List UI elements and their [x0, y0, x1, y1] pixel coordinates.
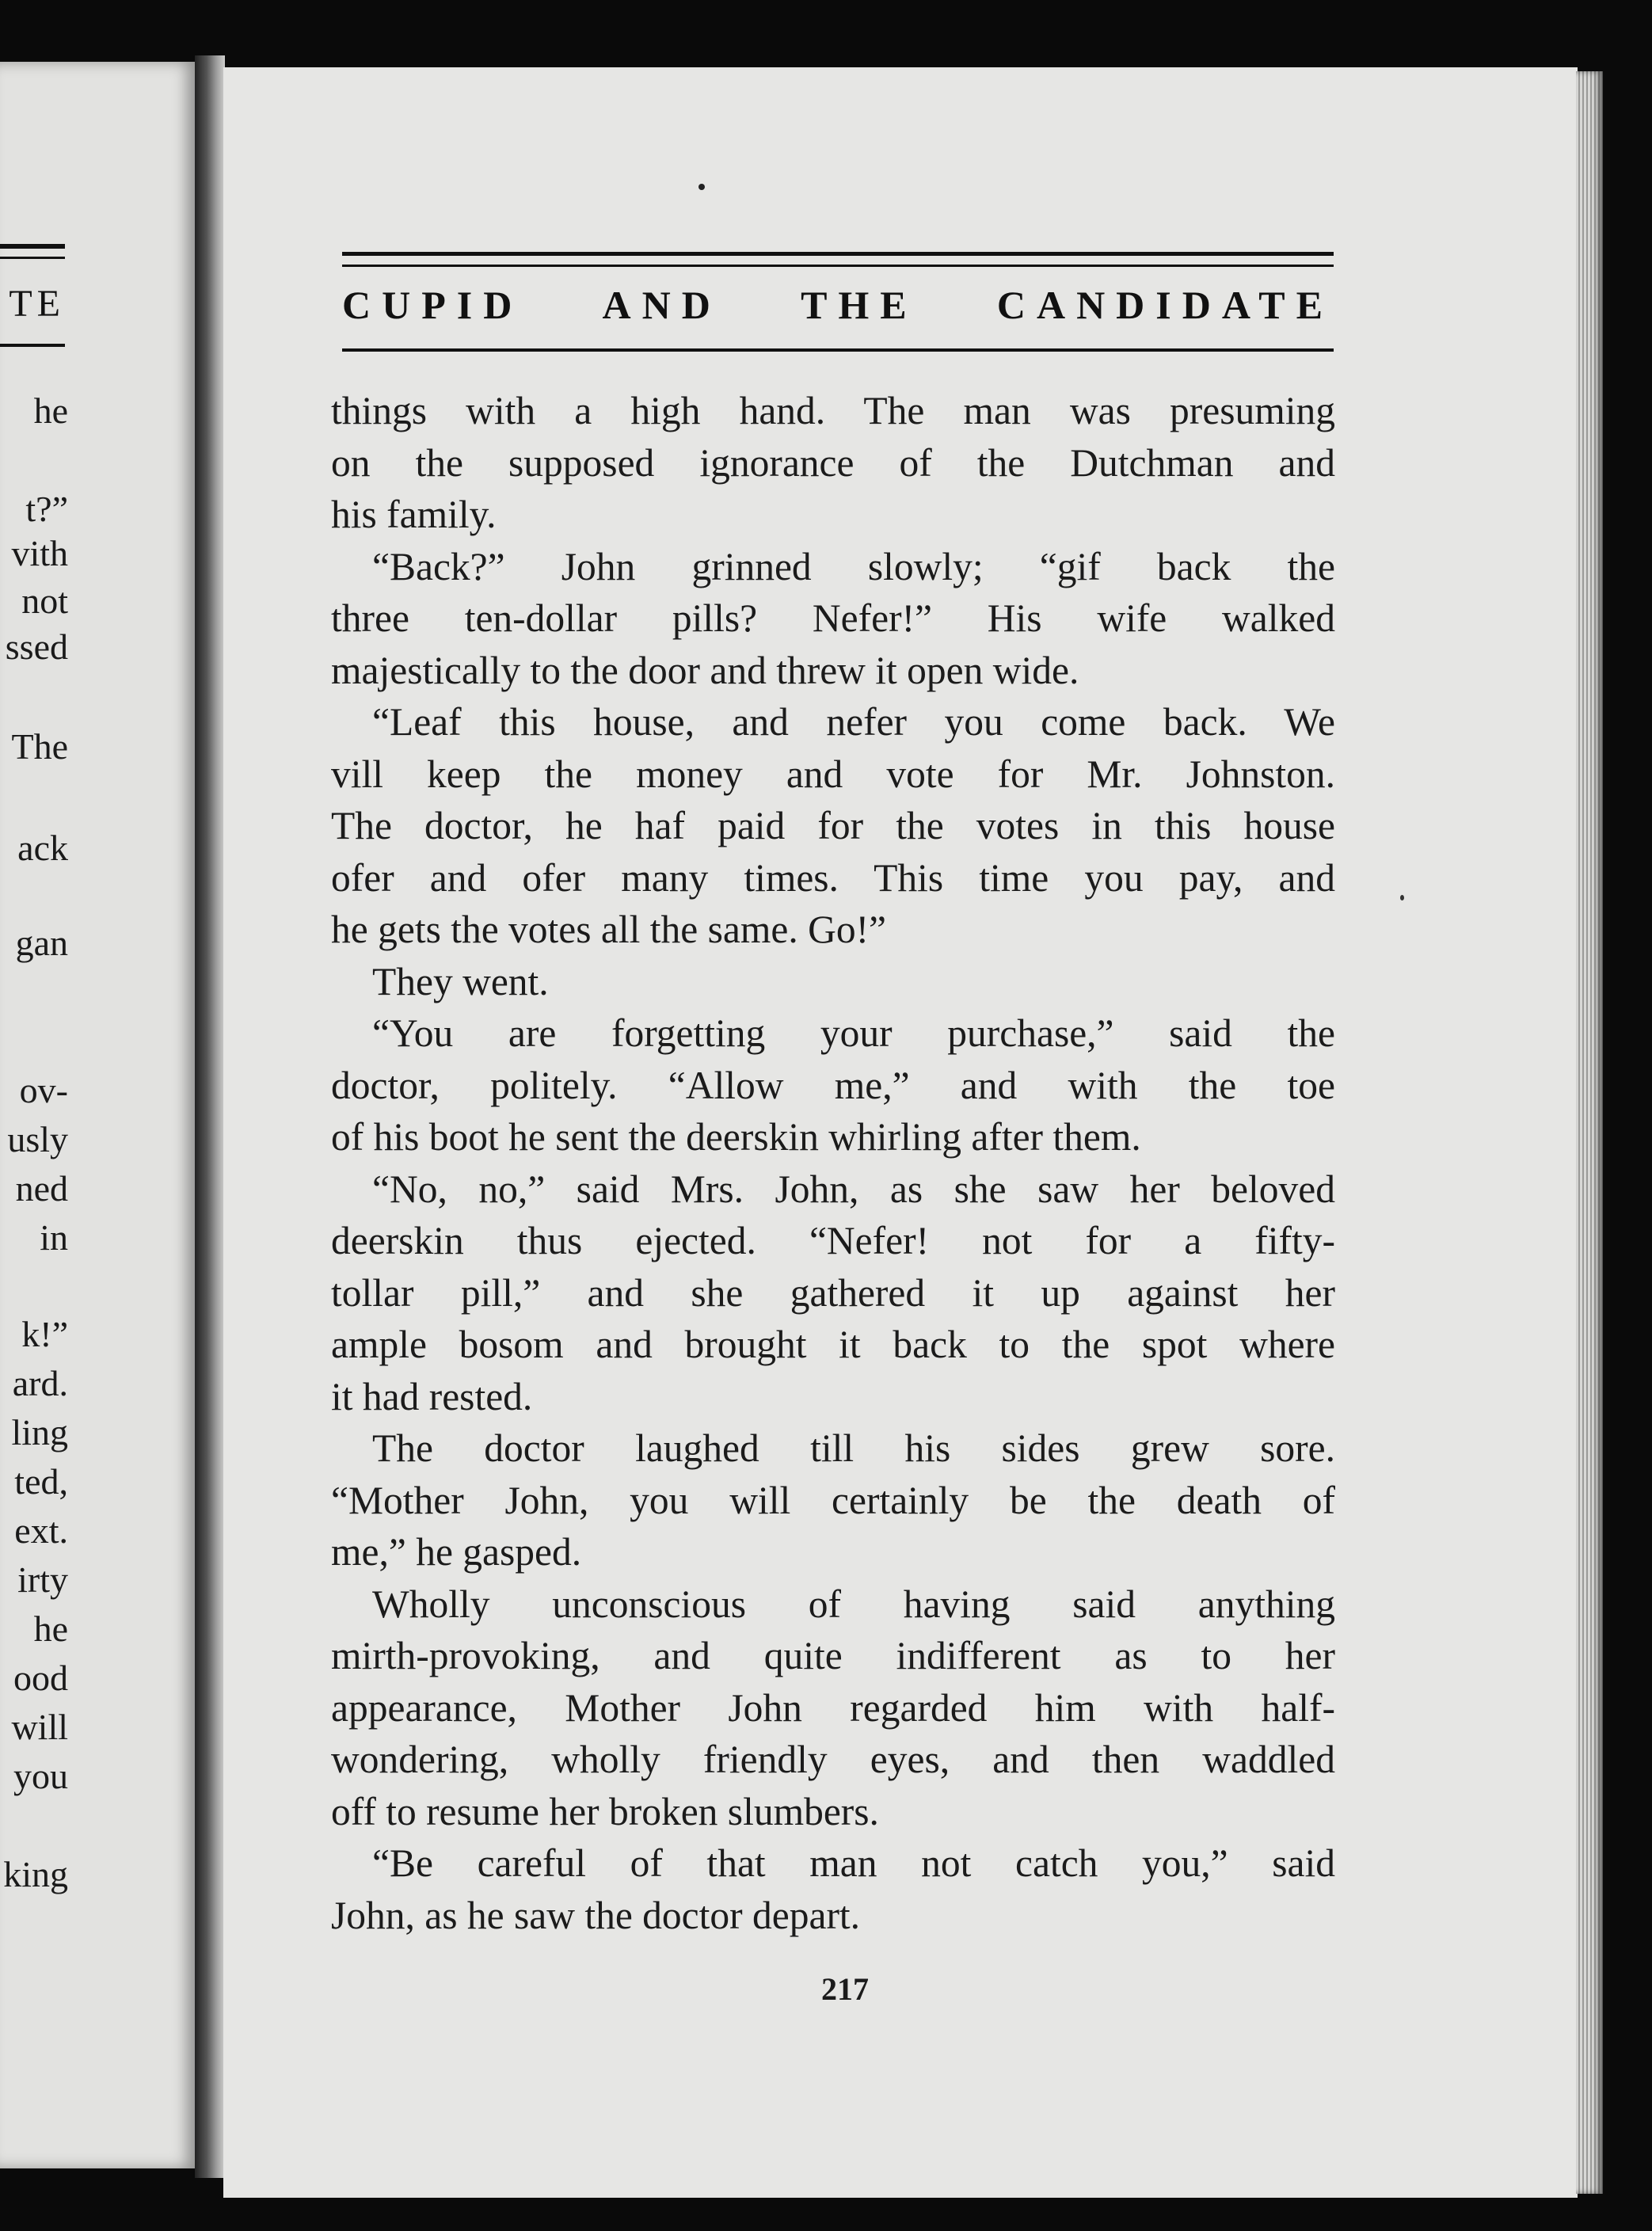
paragraph	[331, 696, 1335, 956]
text-line: The doctor laughed till his sides grew sore.	[372, 1426, 1335, 1470]
facing-page-line: he	[33, 390, 68, 431]
facing-page-line: vith	[11, 533, 68, 573]
facing-page-line: ov-	[19, 1070, 68, 1110]
facing-page-line: ard.	[12, 1363, 68, 1403]
running-head-word: CUPID	[342, 283, 523, 327]
text-line: Wholly unconscious of having said anything	[372, 1582, 1335, 1626]
text-line: John, as he saw the doctor depart.	[331, 1893, 861, 1937]
text-line: doctor, politely. “Allow me,” and with the toe	[331, 1063, 1335, 1107]
facing-page-line: ack	[17, 828, 68, 868]
text-line: it had rested.	[331, 1374, 533, 1418]
text-line: “Back?” John grinned slowly; “gif back the	[372, 544, 1335, 588]
facing-page-line: ext.	[14, 1510, 68, 1551]
facing-page-line: will	[11, 1707, 68, 1747]
facing-page-rule	[0, 244, 65, 249]
text-line: majestically to the door and threw it open wide.	[331, 648, 1079, 692]
facing-page-line: gan	[15, 923, 68, 963]
text-line: deerskin thus ejected. “Nefer! not for a fifty-	[331, 1219, 1335, 1262]
text-line: “Leaf this house, and nefer you come back. We	[372, 700, 1335, 744]
text-line: vill keep the money and vote for Mr. Johnston.	[331, 752, 1335, 796]
text-line: his family.	[331, 493, 497, 536]
text-line: The doctor, he haf paid for the votes in this house	[331, 804, 1335, 847]
page-edges	[1576, 71, 1603, 2194]
text-line: off to resume her broken slumbers.	[331, 1789, 879, 1833]
header-rule-top	[342, 252, 1334, 256]
paragraph	[331, 1837, 1335, 1941]
facing-page-line: ned	[15, 1168, 68, 1209]
text-line: me,” he gasped.	[331, 1530, 582, 1574]
text-line: three ten-dollar pills? Nefer!” His wife walked	[331, 596, 1335, 640]
dust-speck	[1400, 895, 1404, 900]
book-gutter	[195, 55, 225, 2178]
facing-page-line: ood	[13, 1658, 68, 1698]
text-line: ofer and ofer many times. This time you pay, and	[331, 855, 1335, 900]
facing-page-line: irty	[17, 1559, 68, 1600]
header-rule-top-thin	[342, 265, 1334, 267]
paragraph	[331, 1163, 1335, 1423]
running-head	[342, 282, 1334, 328]
facing-page-line: king	[3, 1854, 68, 1894]
facing-page-line: you	[13, 1756, 68, 1796]
running-head-word: AND	[602, 283, 721, 327]
facing-page	[0, 62, 198, 2168]
text-line: things with a high hand. The man was presuming	[331, 389, 1335, 432]
text-line: “Mother John, you will certainly be the death of	[331, 1478, 1335, 1522]
text-line: appearance, Mother John regarded him with half-	[331, 1685, 1335, 1730]
text-line: on the supposed ignorance of the Dutchman and	[331, 440, 1335, 485]
paragraph	[331, 541, 1335, 697]
text-line: “No, no,” said Mrs. John, as she saw her beloved	[372, 1167, 1335, 1211]
paragraph	[331, 1422, 1335, 1578]
text-line: “Be careful of that man not catch you,” said	[372, 1841, 1335, 1885]
facing-page-line: t?”	[25, 489, 68, 529]
facing-page-line: The	[11, 726, 68, 767]
running-head-word: CANDIDATE	[996, 283, 1334, 327]
facing-page-line: k!”	[21, 1314, 68, 1354]
facing-page-rule	[0, 344, 65, 347]
text-line: They went.	[372, 959, 549, 1003]
body-text	[331, 385, 1335, 1941]
facing-page-line: usly	[7, 1119, 68, 1159]
facing-page-rule	[0, 257, 65, 259]
text-line: of his boot he sent the deerskin whirling after them.	[331, 1115, 1141, 1159]
text-line: mirth-provoking, and quite indifferent as to her	[331, 1634, 1335, 1677]
facing-page-running-head: TE	[9, 283, 65, 325]
page-number: 217	[821, 1971, 869, 2007]
text-line: he gets the votes all the same. Go!”	[331, 908, 887, 951]
facing-page-line: ted,	[14, 1461, 68, 1502]
paragraph	[331, 1007, 1335, 1163]
paragraph	[331, 385, 1335, 541]
facing-page-line: in	[40, 1217, 68, 1258]
facing-page-line: not	[21, 581, 68, 621]
paragraph	[331, 956, 1335, 1008]
text-line: “You are forgetting your purchase,” said the	[372, 1011, 1335, 1055]
facing-page-line: he	[33, 1609, 68, 1649]
running-head-word: THE	[801, 283, 918, 327]
facing-page-line: ssed	[5, 626, 68, 667]
text-line: ample bosom and brought it back to the spot where	[331, 1323, 1335, 1366]
header-rule-bottom	[342, 348, 1334, 352]
dust-speck	[698, 184, 705, 190]
text-line: wondering, wholly friendly eyes, and then waddled	[331, 1738, 1335, 1781]
text-line: tollar pill,” and she gathered it up against her	[331, 1270, 1335, 1315]
facing-page-line: ling	[11, 1412, 68, 1452]
paragraph	[331, 1578, 1335, 1838]
